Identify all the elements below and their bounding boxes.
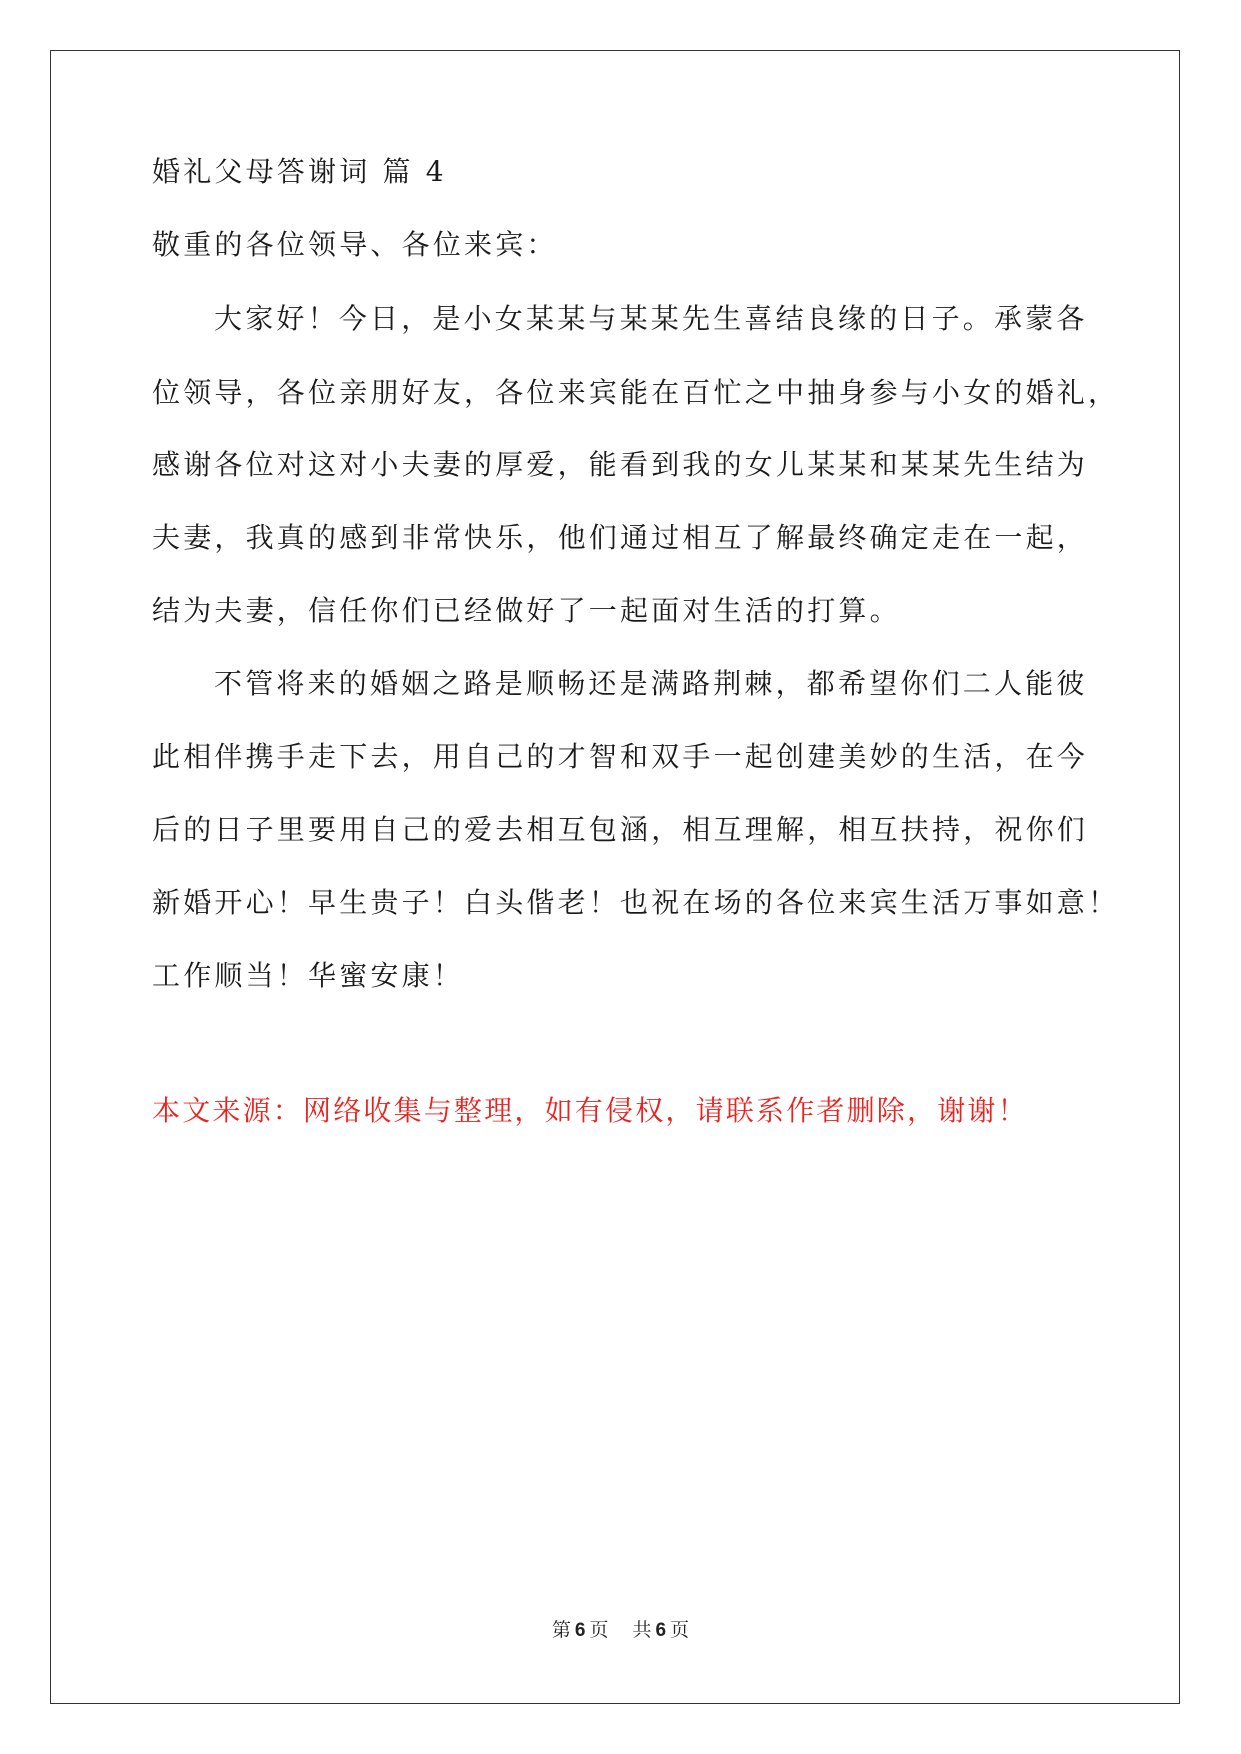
paragraph-2-line-2: 此相伴携手走下去，用自己的才智和双手一起创建美妙的生活，在今 — [152, 740, 1089, 773]
salutation: 敬重的各位领导、各位来宾： — [152, 228, 558, 261]
footer-total-word: 页 — [670, 1619, 690, 1641]
footer-prefix: 第 — [551, 1619, 571, 1641]
paragraph-1-line-2: 位领导，各位亲朋好友，各位来宾能在百忙之中抽身参与小女的婚礼， — [152, 376, 1120, 409]
paragraph-2-line-5: 工作顺当！华蜜安康！ — [152, 959, 465, 992]
footer-total-pages: 6 — [655, 1620, 667, 1641]
paragraph-1-line-3: 感谢各位对这对小夫妻的厚爱，能看到我的女儿某某和某某先生结为 — [152, 448, 1089, 481]
footer-current-page: 6 — [574, 1620, 586, 1641]
footer-page-word: 页 — [589, 1619, 609, 1641]
footer-total-prefix: 共 — [632, 1619, 652, 1641]
page-footer — [0, 1618, 1241, 1643]
paragraph-1-line-4: 夫妻，我真的感到非常快乐，他们通过相互了解最终确定走在一起， — [152, 521, 1089, 554]
paragraph-2-line-4: 新婚开心！早生贵子！白头偕老！也祝在场的各位来宾生活万事如意！ — [152, 886, 1120, 919]
source-note: 本文来源：网络收集与整理，如有侵权，请联系作者删除，谢谢！ — [152, 1094, 1028, 1127]
page-border — [50, 50, 1180, 1704]
paragraph-1-line-1: 大家好！今日，是小女某某与某某先生喜结良缘的日子。承蒙各 — [214, 302, 1088, 335]
paragraph-2-line-3: 后的日子里要用自己的爱去相互包涵，相互理解，相互扶持，祝你们 — [152, 813, 1089, 846]
paragraph-1-line-5: 结为夫妻，信任你们已经做好了一起面对生活的打算。 — [152, 594, 901, 627]
document-title: 婚礼父母答谢词 篇 4 — [152, 155, 447, 188]
paragraph-2-line-1: 不管将来的婚姻之路是顺畅还是满路荆棘，都希望你们二人能彼 — [214, 667, 1088, 700]
